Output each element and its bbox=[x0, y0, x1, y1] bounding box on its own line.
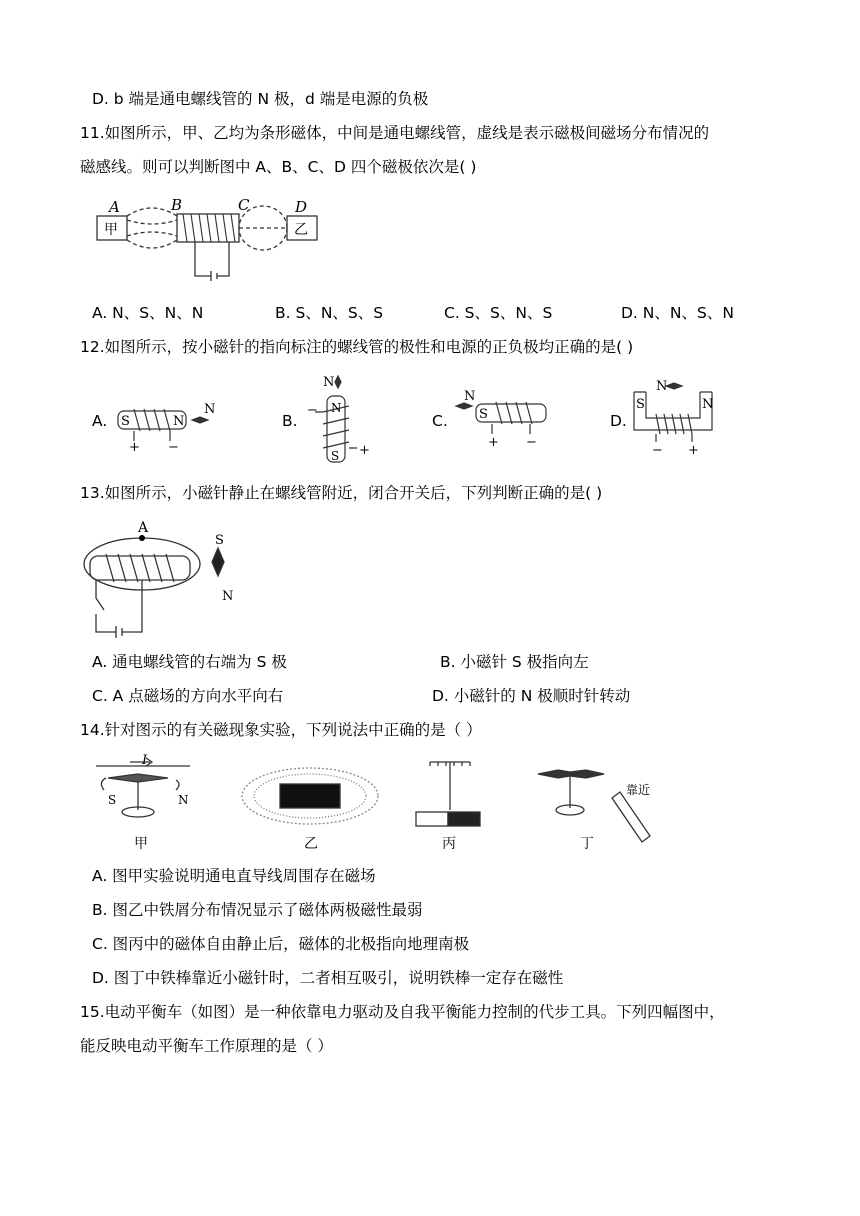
q12-figure-b bbox=[305, 372, 375, 472]
q12-option-b: B. bbox=[282, 412, 298, 430]
q11-stem-line1: 11.如图所示，甲、乙均为条形磁体，中间是通电螺线管，虚线是表示磁极间磁场分布情况的 bbox=[80, 124, 710, 142]
q12-figure-c bbox=[452, 388, 562, 450]
q14-option-b: B. 图乙中铁屑分布情况显示了磁体两极磁性最弱 bbox=[92, 901, 423, 919]
q10-option-d: D. b 端是通电螺线管的 N 极，d 端是电源的负极 bbox=[92, 90, 429, 108]
fig-a-s: S bbox=[121, 414, 130, 429]
fig-b-bottom: S bbox=[331, 449, 340, 463]
q13-option-c: C. A 点磁场的方向水平向右 bbox=[92, 687, 284, 705]
caption-yi: 乙 bbox=[304, 836, 318, 852]
label-c: C bbox=[238, 196, 250, 214]
needle-n: N bbox=[222, 589, 234, 604]
q11-option-b: B. S、N、S、S bbox=[275, 304, 384, 322]
caption-bing: 丙 bbox=[442, 836, 456, 852]
fig-a-plus: + bbox=[129, 440, 140, 455]
q11-option-c: C. S、S、N、S bbox=[444, 304, 553, 322]
q13-figure bbox=[82, 518, 252, 642]
q12-option-d: D. bbox=[610, 412, 627, 430]
caption-ding: 丁 bbox=[580, 836, 594, 852]
q15-stem-line1: 15.电动平衡车（如图）是一种依靠电力驱动及自我平衡能力控制的代步工具。下列四幅图中， bbox=[80, 1003, 725, 1021]
fig-b-plus: + bbox=[359, 443, 370, 458]
q12-figure-a bbox=[112, 395, 222, 455]
fig-c-plus: + bbox=[488, 435, 499, 450]
q14-option-d: D. 图丁中铁棒靠近小磁针时，二者相互吸引，说明铁棒一定存在磁性 bbox=[92, 969, 564, 987]
q13-option-b: B. 小磁针 S 极指向左 bbox=[440, 653, 589, 671]
q13-option-a: A. 通电螺线管的右端为 S 极 bbox=[92, 653, 287, 671]
label-d: D bbox=[295, 198, 308, 216]
fig-b-top: N bbox=[331, 401, 342, 415]
fig-a-n: N bbox=[173, 414, 185, 429]
fig-d-minus: − bbox=[652, 443, 663, 458]
magnet-yi-label: 乙 bbox=[294, 222, 308, 238]
fig-a-minus: − bbox=[168, 440, 179, 455]
q12-figure-d bbox=[630, 378, 720, 460]
label-a: A bbox=[109, 198, 120, 216]
q13-option-d: D. 小磁针的 N 极顺时针转动 bbox=[432, 687, 631, 705]
q11-option-d: D. N、N、S、N bbox=[621, 304, 734, 322]
fig-c-s: S bbox=[479, 407, 488, 422]
fig-c-minus: − bbox=[526, 435, 537, 450]
q13-stem: 13.如图所示，小磁针静止在螺线管附近，闭合开关后，下列判断正确的是( ) bbox=[80, 484, 603, 502]
fig-b-minus: − bbox=[307, 403, 318, 418]
fig-c-needle-n: N bbox=[464, 389, 476, 404]
magnet-jia-label: 甲 bbox=[104, 222, 118, 238]
q11-stem-line2: 磁感线。则可以判断图中 A、B、C、D 四个磁极依次是( ) bbox=[80, 158, 477, 176]
q11-option-a: A. N、S、N、N bbox=[92, 304, 204, 322]
q12-option-c: C. bbox=[432, 412, 448, 430]
fig-d-needle-n: N bbox=[656, 379, 668, 394]
q14-option-a: A. 图甲实验说明通电直导线周围存在磁场 bbox=[92, 867, 376, 885]
label-b: B bbox=[171, 196, 183, 214]
q12-stem: 12.如图所示，按小磁针的指向标注的螺线管的极性和电源的正负极均正确的是( ) bbox=[80, 338, 634, 356]
needle-s: S bbox=[215, 533, 224, 548]
point-a: A bbox=[138, 520, 149, 536]
fig-d-right: N bbox=[702, 397, 714, 412]
caption-jia: 甲 bbox=[134, 836, 148, 852]
fig-a-needle-n: N bbox=[204, 402, 216, 417]
q14-stem: 14.针对图示的有关磁现象实验，下列说法中正确的是（ ） bbox=[80, 721, 482, 739]
q11-figure bbox=[95, 192, 325, 288]
q15-stem-line2: 能反映电动平衡车工作原理的是（ ） bbox=[80, 1037, 333, 1055]
q12-option-a: A. bbox=[92, 412, 108, 430]
fig-d-left: S bbox=[636, 397, 645, 412]
near-label: 靠近 bbox=[626, 783, 651, 797]
q14-figure bbox=[90, 752, 690, 856]
fig-d-plus: + bbox=[688, 443, 699, 458]
jia-s: S bbox=[108, 793, 117, 807]
jia-n: N bbox=[178, 793, 189, 807]
current-label: I bbox=[142, 753, 148, 768]
fig-b-needle-n: N bbox=[323, 375, 335, 390]
q14-option-c: C. 图丙中的磁体自由静止后，磁体的北极指向地理南极 bbox=[92, 935, 470, 953]
